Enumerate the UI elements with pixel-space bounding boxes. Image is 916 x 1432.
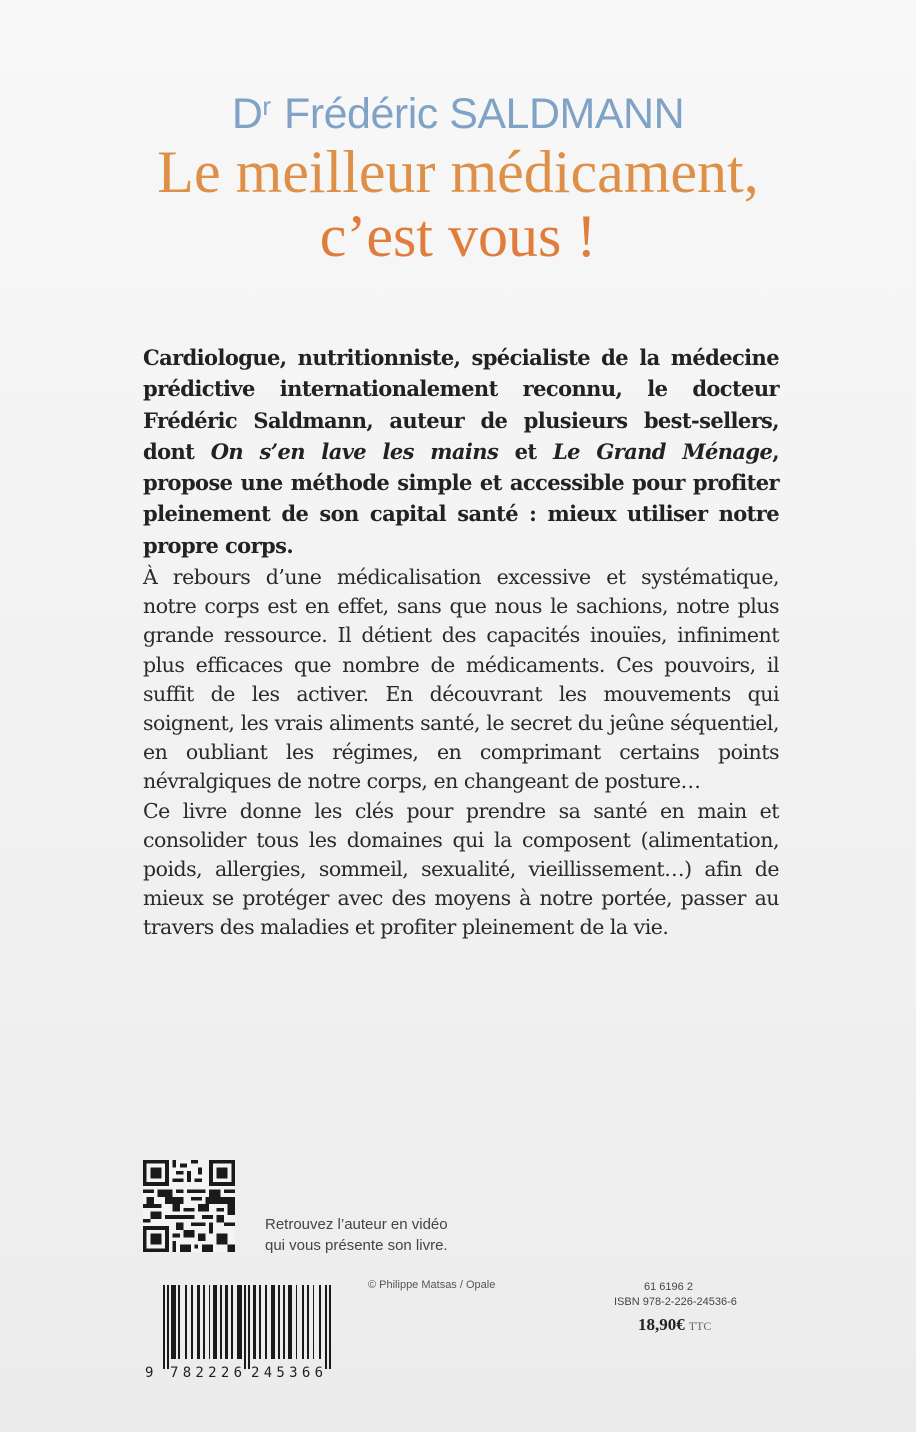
- book-reference-2: Le Grand Ménage: [552, 438, 773, 464]
- isbn: ISBN 978-2-226-24536-6: [614, 1296, 737, 1308]
- price-info: [600, 1280, 810, 1335]
- blurb-paragraph-3: Ce livre donne les clés pour prendre sa santé en main et consolider tous les domaines qui la composent (alimentation, poids, allergies, sommeil, sexualité, vieillissement…) afin de mieux se protéger avec des moyens à notre portée, passer au travers des maladies et profiter pleinement de la vie.: [143, 798, 779, 940]
- product-code: 61 6196 2: [644, 1281, 693, 1293]
- title-line-1: Le meilleur médicament,: [157, 139, 759, 205]
- qr-caption-line-2: qui vous présente son livre.: [265, 1237, 448, 1254]
- author-fullname: Frédéric SALDMANN: [284, 90, 685, 138]
- blurb-paragraph-2: À rebours d’une médicalisation excessive et systématique, notre corps est en effet, sans que nous le sachions, notre plus grande ressource. Il détient des capacités inouïes, infiniment plus efficaces que nombre de médicaments. Ces pouvoirs, il suffit de les activer. En découvrant les mouvements qui soignent, les vrais aliments santé, le secret du jeûne séquentiel, en oubliant les régimes, en comprimant certains points névralgiques de notre corps, en changeant de posture…: [143, 565, 779, 794]
- barcode-group-2: 245366: [251, 1365, 323, 1381]
- title-line-2: c’est vous !: [319, 203, 597, 269]
- blurb-body: [143, 563, 779, 943]
- author-name: [0, 80, 916, 140]
- qr-caption: [265, 1214, 448, 1256]
- barcode-first-digit: 9: [145, 1365, 154, 1381]
- price: [600, 1315, 810, 1335]
- book-title: [0, 140, 916, 268]
- author-prefix-superscript: r: [262, 91, 271, 121]
- book-reference-1: On s’en lave les mains: [210, 438, 499, 464]
- qr-code-icon[interactable]: [143, 1160, 235, 1252]
- blurb-intro-paragraph: [143, 342, 779, 561]
- price-tax-label: TTC: [688, 1319, 712, 1333]
- qr-caption-line-1: Retrouvez l’auteur en vidéo: [265, 1216, 448, 1233]
- blurb-intro-text-c: , propose une méthode simple et accessible pour profiter pleinement de son capital santé : mieux utiliser notre propre corps.: [143, 438, 779, 558]
- photo-credit: © Philippe Matsas / Opale: [368, 1279, 496, 1291]
- author-prefix: D: [231, 90, 263, 138]
- blurb-intro-text-b: et: [498, 438, 553, 464]
- barcode-group-1: 782226: [170, 1365, 242, 1381]
- blurb-intro-text-a: Cardiologue, nutritionniste, spécialiste de la médecine prédictive internationalement reconnu, le docteur Frédéric Saldmann, auteur de plusieurs best-sellers, dont: [143, 345, 779, 464]
- blurb-intro: [143, 342, 779, 561]
- barcode-icon: [141, 1283, 351, 1383]
- price-amount: 18,90€: [638, 1315, 685, 1334]
